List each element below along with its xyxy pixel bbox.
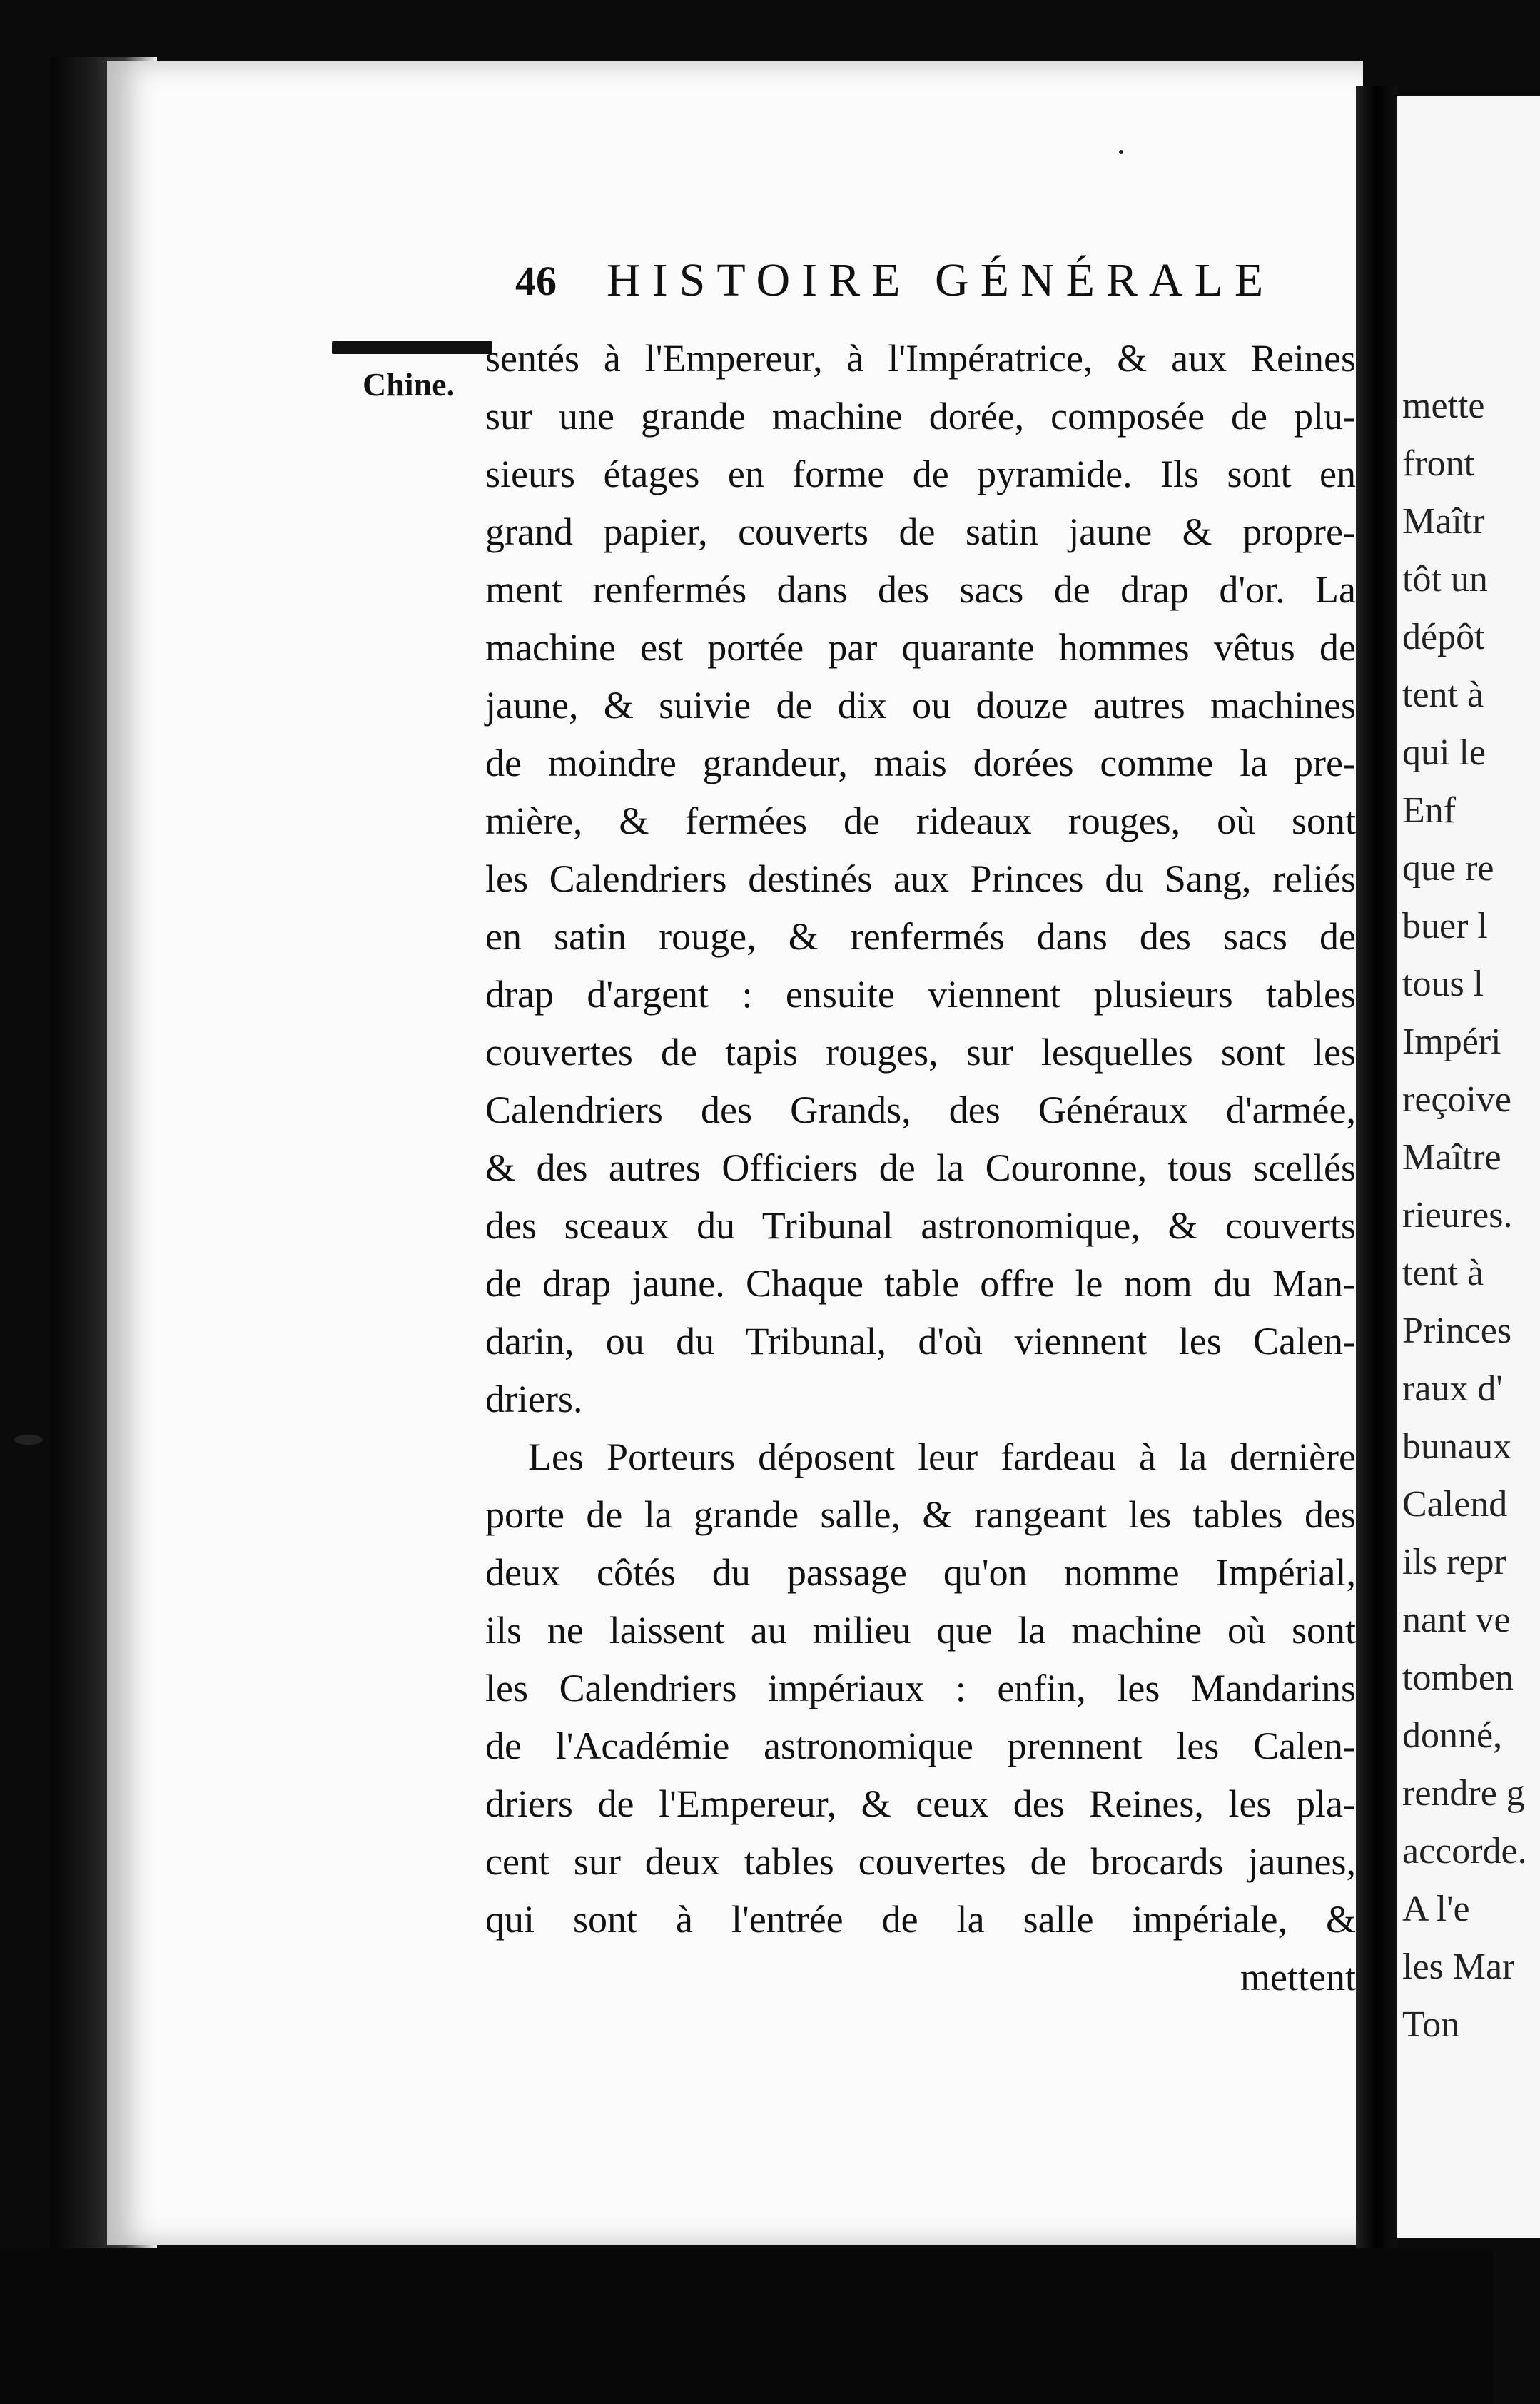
text-line: mière, & fermées de rideaux rouges, où sont <box>485 799 1356 842</box>
facing-text-line: rendre g <box>1402 1773 1525 1814</box>
facing-text-line: Princes <box>1402 1310 1512 1351</box>
margin-note: Chine. <box>363 366 455 403</box>
text-line: de l'Académie astronomique prennent les Calen- <box>485 1724 1356 1767</box>
page-number: 46 <box>515 258 557 304</box>
text-line: de drap jaune. Chaque table offre le nom du Man- <box>485 1262 1356 1305</box>
text-line: Calendriers des Grands, des Généraux d'armée, <box>485 1089 1356 1131</box>
text-line: sur une grande machine dorée, composée de plu- <box>485 395 1356 438</box>
facing-text-line: Impéri <box>1402 1021 1501 1062</box>
text-line: ment renfermés dans des sacs de drap d'or. La <box>485 568 1356 611</box>
facing-text-line: tent à <box>1402 1253 1484 1293</box>
running-title: HISTOIRE GÉNÉRALE <box>607 254 1275 306</box>
facing-text-line: Calend <box>1402 1484 1508 1525</box>
text-line: grand papier, couverts de satin jaune & propre- <box>485 510 1356 553</box>
text-line: les Calendriers impériaux : enfin, les Mandarins <box>485 1667 1356 1709</box>
facing-text-line: tous l <box>1402 964 1484 1004</box>
text-line: porte de la grande salle, & rangeant les tables des <box>485 1493 1356 1536</box>
text-line: driers de l'Empereur, & ceux des Reines, les pla- <box>485 1782 1356 1825</box>
ink-speck <box>14 1435 43 1445</box>
text-line: & des autres Officiers de la Couronne, tous scellés <box>485 1146 1356 1189</box>
text-line: sentés à l'Empereur, à l'Impératrice, & aux Reines <box>485 337 1356 380</box>
scan-bottom-edge <box>0 2248 1494 2404</box>
facing-text-line: que re <box>1402 848 1494 889</box>
facing-text-line: raux d' <box>1402 1368 1503 1409</box>
facing-text-line: tôt un <box>1402 559 1488 600</box>
facing-text-line: rieures. <box>1402 1195 1513 1236</box>
text-line: darin, ou du Tribunal, d'où viennent les Calen- <box>485 1320 1356 1363</box>
facing-text-line: donné, <box>1402 1715 1503 1756</box>
facing-text-line: tent à <box>1402 675 1484 715</box>
text-line: driers. <box>485 1378 583 1420</box>
facing-page-text <box>1402 377 1527 2054</box>
text-line: deux côtés du passage qu'on nomme Impérial, <box>485 1551 1356 1594</box>
text-line: jaune, & suivie de dix ou douze autres machines <box>485 684 1356 727</box>
text-line: des sceaux du Tribunal astronomique, & couverts <box>485 1204 1356 1247</box>
facing-text-line: qui le <box>1402 732 1486 773</box>
text-line: sieurs étages en forme de pyramide. Ils sont en <box>485 453 1356 495</box>
facing-text-line: buer l <box>1402 906 1488 946</box>
catchword: mettent <box>1240 1956 1356 1999</box>
ink-speck <box>1119 150 1123 154</box>
text-line: en satin rouge, & renfermés dans des sacs de <box>485 915 1356 958</box>
text-line: qui sont à l'entrée de la salle impériale, & <box>485 1898 1356 1941</box>
text-line: les Calendriers destinés aux Princes du Sang, reliés <box>485 857 1356 900</box>
facing-text-line: A l'e <box>1402 1889 1470 1929</box>
facing-text-line: Maîtr <box>1402 501 1485 542</box>
facing-text-line: nant ve <box>1402 1600 1511 1640</box>
facing-text-line: bunaux <box>1402 1426 1512 1467</box>
facing-text-line: Enf <box>1402 790 1457 831</box>
book-gutter <box>1356 86 1397 2256</box>
text-line: ils ne laissent au milieu que la machine où sont <box>485 1609 1356 1652</box>
facing-text-line: mette <box>1402 385 1485 426</box>
facing-text-line: front <box>1402 443 1475 484</box>
facing-text-line: accorde. <box>1402 1831 1527 1872</box>
text-line: cent sur deux tables couvertes de brocards jaunes, <box>485 1840 1356 1883</box>
facing-text-line: ils repr <box>1402 1542 1506 1582</box>
text-line: de moindre grandeur, mais dorées comme la pre- <box>485 742 1356 784</box>
facing-text-line: les Mar <box>1402 1946 1515 1987</box>
facing-text-line: Ton <box>1402 2004 1460 2045</box>
facing-text-line: reçoive <box>1402 1079 1512 1120</box>
margin-rule <box>332 341 492 354</box>
text-line: couvertes de tapis rouges, sur lesquelles sont les <box>485 1031 1356 1074</box>
facing-text-line: tomben <box>1402 1657 1514 1698</box>
text-line: drap d'argent : ensuite viennent plusieurs tables <box>485 973 1356 1016</box>
text-line: machine est portée par quarante hommes vêtus de <box>485 626 1356 669</box>
body-text <box>485 330 1356 2006</box>
facing-text-line: Maître <box>1402 1137 1501 1178</box>
facing-text-line: dépôt <box>1402 617 1485 657</box>
text-line: Les Porteurs déposent leur fardeau à la dernière <box>528 1435 1356 1478</box>
